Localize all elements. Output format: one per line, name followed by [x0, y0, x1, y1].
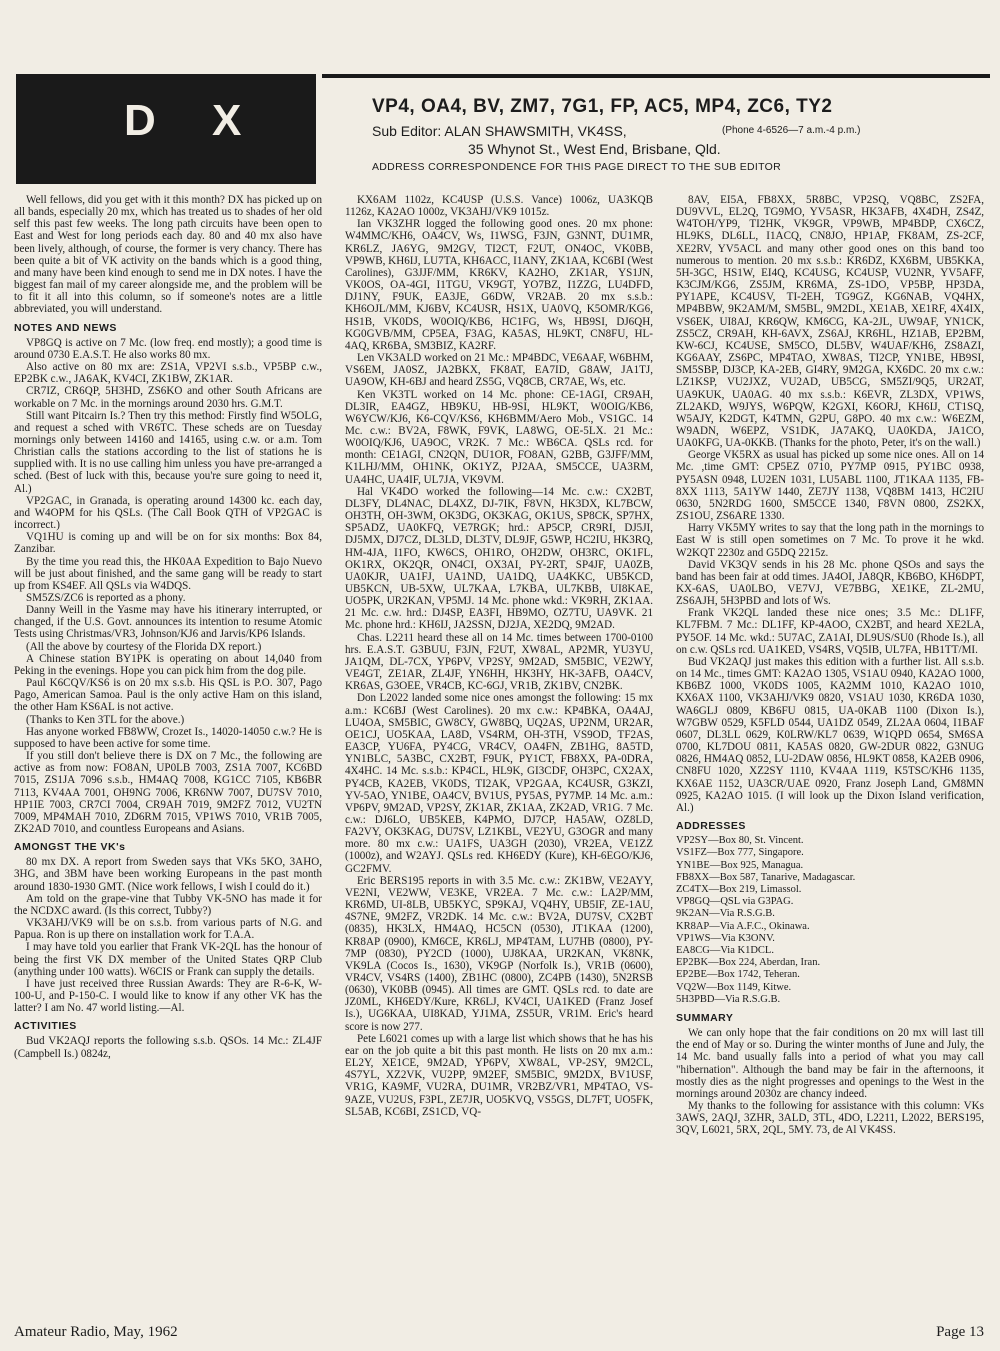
address-entry: VQ2W—Box 1149, Kitwe.: [676, 981, 792, 993]
address-entry: VP1WS—Via K3ONV.: [676, 932, 775, 944]
paragraph: KX6AM 1102z, KC4USP (U.S.S. Vance) 1006z, UA3KQB 1126z, KA2AO 1000z, VK3AHJ/VK9 1015z.: [345, 194, 653, 219]
column-3: [676, 194, 984, 1284]
paragraph: VQ1HU is coming up and will be on for six months: Box 84, Zanzibar.: [14, 531, 322, 556]
address-entry: EP2BE—Box 1742, Teheran.: [676, 969, 800, 981]
column-1: [14, 194, 322, 1284]
paragraph: Well fellows, did you get with it this month? DX has picked up on all bands, especially 20 mx, which has treated us to shades of her old self this past few weeks. The long path circuits have been open to East and West for long periods each day. 80 and 40 mx also have been lively, although, of course, the former is very chancy. There has been quite a bit of VK activity on the bands which is a good thing, and many have been kind enough to send me in DX notes. I have the biggest fan mail of my career alongside me, and the problem will be to fit it all into this column, so if someone's notes are a little abbreviated, you will understand.: [14, 194, 322, 316]
paragraph: (Thanks to Ken 3TL for the above.): [26, 713, 185, 726]
header-callsigns: VP4, OA4, BV, ZM7, 7G1, FP, AC5, MP4, ZC6, TY2: [372, 96, 833, 117]
correspondence-note: ADDRESS CORRESPONDENCE FOR THIS PAGE DIRECT TO THE SUB EDITOR: [372, 161, 782, 173]
section-heading: NOTES AND NEWS: [14, 321, 117, 334]
paragraph: We can only hope that the fair conditions on 20 mx will last till the end of May or so. During the winter months of June and July, the 14 Mc. band usually falls into a period of what you may call "hibernation". Although the band may be fair in the afternoons, it mostly dies as the night progresses and openings to the West in the mornings around 2030z are chancy indeed.: [676, 1027, 984, 1100]
paragraph: Don L2022 landed some nice ones amongst the following: 15 mx a.m.: KC6BJ (West Carolines). 20 mx c.w.: KP4BKA, OA4AJ, LU4OA, SM5BIC, GW8CY, GW8BQ, UQ2AS, UP2NM, UR2AR, OE1CJ, UO5KAA, LA8D, VS4RM, OH-3TH, VS9OD, TF2AS, EA3CP, YU6FA, PY4CG, VR4CV, OA4FN, ZB1HG, 8A5TD, YN1BLC, 5A3BC, CX2BT, F9UK, PY1CT, FB8XX, PA-0DRA, 4X4HC. 14 Mc. s.s.b.: KP4CL, HL9K, GI3CDF, OH3PC, CX2AX, PY4CB, KA2EB, VK0DS, TI2AK, VP2GAA, KC4USR, G3KZI, YV-5AO, YN1BE, OA4CV, BV1US, PY5AS, PY7MP. 14 Mc. a.m.: VP6PV, 9M2AD, VP2SY, ZK1AR, ZK1AA, ZK2AD, VR1G. 7 Mc. c.w.: DJ6LO, UB5KEB, K4PMO, DJ7CP, HA5AW, OZ8LD, FA2VY, OK3KAG, DU7SV, LZ1KBL, VE2YU, G3OGR and many more. 80 mx c.w.: UA1FS, UA3GH (2030), VR2EA, VE1ZZ (1000z), and W2AYJ. QSLs red. KH6EDY (Kure), KH-6EGO/KJ6, GC2FMV.: [345, 692, 653, 875]
section-heading: SUMMARY: [676, 1011, 734, 1024]
editor-address: 35 Whynot St., West End, Brisbane, Qld.: [468, 141, 721, 157]
address-entry: VP2SY—Box 80, St. Vincent.: [676, 835, 804, 847]
column-2: [345, 194, 653, 1284]
section-heading: AMONGST THE VK's: [14, 841, 126, 854]
paragraph: George VK5RX as usual has picked up some nice ones. All on 14 Mc. ,time GMT: CP5EZ 0710, PY7MP 0915, PY1BC 0938, PY5ASN 0948, LU2EN 1031, LU5ABL 1100, JT1KAA 1135, FB-8XX 1113, 5A1YW 1440, ZE7JY 1138, VQ8BM 1413, HC2IU 0630, 5N2RDG 1600, SM5CCE 1340, F8VN 0800, ZS2KX, ZS1OU, ZS6ARE 1330.: [676, 449, 984, 523]
address-entry: ZC4TX—Box 219, Limassol.: [676, 883, 802, 895]
address-list: [676, 835, 984, 1006]
paragraph: My thanks to the following for assistance with this column: VKs 3AWS, 2AQJ, 3ZHR, 3ALD, 3TL, 4DO, L2211, L2022, BERS195, 3QV, L6021, 5RX, 2QL, 5MY. 73, de Al VK4SS.: [676, 1100, 984, 1137]
paragraph: 8AV, EI5A, FB8XX, 5R8BC, VP2SQ, VQ8BC, ZS2FA, DU9VVL, EL2Q, TG9MO, YV5ASR, HK3AFB, 4X4DH, ZS4Z, W4TOH/YP9, TI2HK, VK9GR, VP9WB, MP4BDP, CX6CZ, HL9KS, DL6LL, I1ACQ, CN8JO, HP1AP, FK8AM, ZS-2CF, XE2RV, YV5ACL and many other good ones on this band too numerous to mention. 20 mx s.s.b.: KR6DZ, KX6BM, UB5KKA, 5H-3GC, HS1W, EI4Q, KC4USG, KC4USP, VU2NR, YV5AFF, K3CJM/KG6, ZS5JM, KR6MA, ZS-1DO, VP5BP, HP3DA, PY1APE, KC4USV, TI-2EH, TG9GZ, KG6NAB, VQ4HX, MP4BBW, 9K2AM/M, SM5BL, 9M2DL, XE1AB, XE1RF, 4X4IX, VS6EK, UI8AJ, KR6QW, KM6CG, KA-2JL, UW9AF, YN1CK, ZS5CZ, CR9AH, KH-6AVX, ZS6AJ, KR6HL, HZ1AB, EP2BM, KW-6CJ, KC4USE, SM5CO, DL5BV, W4UAF/KH6, ZS8AZI, KG6AAY, ZS6PC, MP4TAO, XW8AS, TI2CP, YN1BE, HB9SI, SM5SBP, DJ3CP, KA-2EB, GI4RY, 9M2GA, KX6DC. 20 mx c.w.: LZ1KSP, VU2JXZ, VU2AD, UB5CG, SM5ZI/9Q5, UR2AT, UA9KUK, UA0AG. 40 mx s.s.b.: K6EVR, ZL3DX, VP1WS, ZL2AKD, W9JYS, W6PQW, K2GXI, K6ORJ, KH6IJ, CT1SQ, W5AJY, K2DGT, K4TMN, G2PU, G8PO. 40 mx c.w.: W6EZM, W9ADN, W6EPZ, VS1DK, JA7AKQ, UA0KDA, JA1CO, UA0KFG, UA-0KKB. (Thanks for the photo, Peter, it's on the wall.): [676, 194, 984, 450]
paragraph: If you still don't believe there is DX on 7 Mc., the following are active as from now: FO8AN, UP0LB 7003, ZS1A 7007, KC6BD 7015, ZS1JA 7096 s.s.b., HM4AQ 7008, KG1CC 7105, KB6BR 7113, KV4AA 7001, OH9NG 7006, KR6NW 7007, DU7SV 7010, HP1IE 7003, CR7CI 7004, CR9AH 7019, 9M2FZ 7012, VU2TN 7009, MP4MAH 7010, ZD6RM 7015, VP1WS 7010, VR1B 7005, ZK2AD 7010, and countless Europeans and Asians.: [14, 750, 322, 835]
paragraph: Bud VK2AQJ just makes this edition with a further list. All s.s.b. on 14 Mc., times GMT: KA2AO 1305, VS1AU 0940, KA2AO 1000, KB6BZ 1000, VK0DS 1005, KA2MM 1010, KA2AO 1010, KX6AX 1100, VK3AHJ/VK9 0820, VS1AU 1030, KR6DA 1030, WA6GLJ 0809, KB6FU 0815, UA-0KAB 1100 (Dixon Is.), W7GBW 0529, K5FLD 0544, UA1DZ 0549, ZL2AA 0604, I1BAF 0607, DL3LL 0629, K0LRW/KL7 0639, W1QPD 0654, SM6SA 0700, KL7DOU 0811, KA5AS 0820, GW-2DUR 0822, G3NUG 0826, HM4AQ 0852, LU-2DAW 0856, HL9KT 0858, KA2EB 0906, CN8FU 1020, XZ2SY 1110, KV4AA 1119, K5TSC/KH6 1135, KX6AE 1152, UA3CR/UAE 0920, Franz Joseph Land, GM8MN 0925, KA2AO 1015. (I will look up the Dixon Island verification, Al.): [676, 655, 984, 814]
paragraph: CR7IZ, CR6QP, 5H3HD, ZS6KO and other South Africans are workable on 7 Mc. in the mornings around 2030 hrs. G.M.T.: [14, 385, 322, 410]
address-entry: EP2BK—Box 224, Aberdan, Iran.: [676, 957, 821, 969]
paragraph: Danny Weill in the Yasme may have his itinerary interrupted, or changed, if the U.S. Govt. announces its intention to resume Atomic Tests using Christmas/VR3, Johnson/KJ6 and Jarvis/KP6 Islands.: [14, 604, 322, 641]
address-entry: KR8AP—Via A.F.C., Okinawa.: [676, 920, 810, 932]
paragraph: David VK3QV sends in his 28 Mc. phone QSOs and says the band has been fair at odd times. JA4OI, JA8QR, KB6BO, KH6DPT, KX-6AS, UA0LBO, VE7VJ, VE7BBG, XE1KE, ZL-2MU, ZS6AJH, 5H3PBD and lots of Ws.: [676, 558, 984, 608]
paragraph: Eric BERS195 reports in with 3.5 Mc. c.w.: ZK1BW, VE2AYY, VE2NI, VE2WW, VE3KE, VR2EA. 7 Mc. c.w.: LA2P/MM, KR6MD, UI-8LB, UB5KYC, SP9KAJ, VQ4HY, UB5IF, ZE-1AU, 4S7NE, 9M2FZ, VR2DK. 14 Mc. c.w.: BV2A, DU7SV, CX2BT (0835), HK3LX, HM4AQ, HC5CN (0530), JT1KAA (1200), KR8AP (0900), KM6CE, KR6LJ, MP4TAM, LU7HB (0800), PY-7MP (0830), PY2CD (1000), UJ8KAA, UR2KAN, VK8NK, VK9LA (Cocos Is., 1630), VK9GP (Norfolk Is.), VR1B (0600), VR4CV, VS4RS (1400), ZB1HC (0800), ZC4PB (1430), 5N2RSB (0630), VK0BB (0945). All times are GMT. QSLs rcd. to date are JZ0ML, KH6EDY/Kure, KR6LJ, KV4CI, UA1KED (Franz Josef Is.), UG6KAA, UI8KAD, YJ1MA, ZS5UR, VR1M. Eric's heard score is now 277.: [345, 874, 653, 1033]
paragraph: Harry VK5MY writes to say that the long path in the mornings to East W is still open sometimes on 7 Mc. To prove it he wkd. W2KQT 2230z and G5DQ 2215z.: [676, 522, 984, 559]
footer-page-number: Page 13: [936, 1324, 984, 1340]
section-heading: ADDRESSES: [676, 819, 746, 832]
address-entry: VP8GQ—QSL via G3PAG.: [676, 896, 794, 908]
address-entry: 9K2AN—Via R.S.G.B.: [676, 908, 775, 920]
editor-phone: (Phone 4-6526—7 a.m.-4 p.m.): [722, 125, 861, 136]
paragraph: (All the above by courtesy of the Florida DX report.): [26, 640, 262, 653]
sub-editor: Sub Editor: ALAN SHAWSMITH, VK4SS,: [372, 123, 627, 139]
paragraph: SM5ZS/ZC6 is reported as a phony.: [26, 592, 186, 604]
address-entry: YN1BE—Box 925, Managua.: [676, 859, 804, 871]
section-heading: ACTIVITIES: [14, 1020, 77, 1033]
paragraph: Ken VK3TL worked on 14 Mc. phone: CE-1AGI, CR9AH, DL3IR, EA4GZ, HB9KU, HB-9SI, HL9KT, W0OIG/KB6, W6YCW/KJ6, K6-CQV/KS6, KH6BMM/Aero Mob., VS1GC. 14 Mc. c.w.: BV2A, F8WK, F9VK, LA8WG, OE-5LX. 21 Mc.: W0OIQ/KJ6, UA9OC, VR2K. 7 Mc.: WB6CA. QSLs rcd. for month: CE1AGI, CN2QN, DU1OR, FO8AN, G2BB, G3JFF/MM, K1LHJ/MM, OH1NK, OK1YZ, PJ2AA, SM5CCE, UA3RM, UA4HC, UA4IF, UL7JA, VK9VM.: [345, 388, 653, 486]
page-header: [16, 74, 990, 184]
paragraph: I may have told you earlier that Frank VK-2QL has the honour of being the first VK DX member of the United States QRP Club (anything under 100 watts). W6CIS or Frank can supply the details.: [14, 941, 322, 978]
paragraph: Hal VK4DO worked the following—14 Mc. c.w.: CX2BT, DL3FY, DL4NAC, DL4XZ, DJ-7IK, F8VN, HK3DX, KL7BCW, OH3TH, OH-3WM, OK3DG, OK3KAG, OK1US, SP8CK, SP7HX, SP5ADZ, UA0KFQ, VE7RGK; hrd.: AP5CP, CR9RI, DJ5JI, DJ5MX, DJ7CZ, DL3LD, DL3TV, DL9JF, G5WP, HC2IU, HK3RQ, HM-4JA, I1FO, KW6CS, OH1RO, OH2DW, OH3RC, OK1FL, OK1RX, OK2QR, ON4CI, OX3AI, PY-2RT, SP4JF, UA0ZB, UA0KJR, UA1FJ, UA1ND, UA1DQ, UA4KKC, UB5KCD, UB5KCN, UB-5XW, UL7KAA, L7KBA, UL7KBB, UI8KAE, UO5PK, UR2KAN, VP5MJ. 14 Mc. phone wkd.: VK9RH, ZK1AA. 21 Mc. c.w. hrd.: DJ4SP, EA3FI, HB9MO, OZ7TU, UA9VK. 21 Mc. phone hrd.: KH6IJ, JA2SSN, DJ2JA, XE2DQ, 9M2AD.: [345, 485, 653, 632]
paragraph: VP2GAC, in Granada, is operating around 14300 kc. each day, and W4OPM for his QSLs. (The Call Book QTH of VP2GAC is incorrect.): [14, 494, 322, 532]
paragraph: Also active on 80 mx are: ZS1A, VP2VI s.s.b., VP5BP c.w., EP2BK c.w., JA6AK, KV4CI, ZK1BW, ZK1AR.: [14, 361, 322, 386]
paragraph: Len VK3ALD worked on 21 Mc.: MP4BDC, VE6AAF, W6BHM, VS6EM, JA0SZ, JA2BKX, FK8AT, EA7ID, G8AW, JA1TJ, UA9OW, KH-6BJ and heard ZS5G, VQ8CB, CR7AE, Ws, etc.: [345, 352, 653, 389]
paragraph: Frank VK2QL landed these nice ones; 3.5 Mc.: DL1FF, KL7FBM. 7 Mc.: DL1FF, KP-4AOO, CX2BT, and heard XE2LA, PY5OF. 14 Mc. wkd.: 5U7AC, ZA1AI, DL9US/SU0 (Rhode Is.), all on c.w. QSLs rcd. UA1KED, VS4RS, VQ5IB, UL7FA, HB1TT/MI.: [676, 607, 984, 656]
header-info: [322, 74, 990, 188]
paragraph: VK3AHJ/VK9 will be on s.s.b. from various parts of N.G. and Papua. Ron is up there on installation work for T.A.A.: [14, 917, 322, 942]
address-entry: VS1FZ—Box 777, Singapore.: [676, 847, 804, 859]
address-entry: EA8CG—Via K1DCL.: [676, 944, 774, 956]
address-entry: FB8XX—Box 587, Tanarive, Madagascar.: [676, 871, 856, 883]
paragraph: By the time you read this, the HK0AA Expedition to Bajo Nuevo will be just about finished, and the same gang will be ready to start up from KS4EF. All QSLs via W4DQS.: [14, 555, 322, 592]
paragraph: Am told on the grape-vine that Tubby VK-5NO has made it for the NCDXC award. (Is this correct, Tubby?): [14, 892, 322, 917]
paragraph: Ian VK3ZHR logged the following good ones. 20 mx phone: W4MMC/KH6, OA4CV, Ws, I1WSG, F3JN, G3NNT, DU1MR, KR6LZ, JA6YG, 9M2GV, TI2CT, F2UT, ON4OC, VK0BB, VP9WB, KH6IJ, LU7TA, KH6ACC, I1ANY, ZK1AA, KC6BI (West Carolines), G3JJF/MM, KR6KV, KA2HO, ZK1AR, YS1JN, VK0OS, OA-4GI, I1TGU, VK9GT, YO7BZ, I1ZZG, LU4DFD, DJ1NY, F9UK, EA3JE, G6DW, VR2AB. 20 mx s.s.b.: KH6OJL/MM, KJ6BV, KC4USR, HS1X, UA0VQ, K5OMR/KG6, HS1B, VK0DS, W0OIQ/KB6, HC1FG, Ws, HB9SI, DJ6QH, KG0GVB/MM, CP5EA, F3AG, KA5AS, HL9KT, CN8FU, HL-4AQ, KR6BA, SM3BIZ, KA2RF.: [345, 218, 653, 352]
paragraph: 80 mx DX. A report from Sweden says that VKs 5KO, 3AHO, 3HG, and 3BM have been working Europeans in the past month around 1830-1930 GMT. (Nice work fellows, I wish I could do it.): [14, 856, 322, 893]
paragraph: Chas. L2211 heard these all on 14 Mc. times between 1700-0100 hrs. E.A.S.T. G3BUU, F3JN, F2UT, XW8AL, AP2MR, YU3YU, JA1QM, DL-7CX, YP6PV, VP2SY, 9M2AD, SM5BIC, VE2WY, VE4GT, ZE1AR, ZL4JF, YN6HH, HK3HY, HK-3AFB, OA4CV, KR6AS, G3OEE, VR4CB, KC-6GJ, VR1B, ZK1BV, CN2BK.: [345, 631, 653, 693]
footer-publication: Amateur Radio, May, 1962: [14, 1324, 178, 1340]
dx-banner: [16, 74, 316, 184]
paragraph: VP8GQ is active on 7 Mc. (low freq. end mostly); a good time is around 0730 E.A.S.T. He also works 80 mx.: [14, 336, 322, 361]
paragraph: Has anyone worked FB8WW, Crozet Is., 14020-14050 c.w.? He is supposed to have been active for some time.: [14, 725, 322, 750]
paragraph: Paul K6CQV/KS6 is on 20 mx s.s.b. His QSL is P.O. 307, Pago Pago, American Samoa. Paul is the only active Ham on this island, the other Ham KS6AL is not active.: [14, 677, 322, 714]
paragraph: I have just received three Russian Awards: They are R-6-K, W-100-U, and P-150-C. I would like to know if any other VK has the latter? I am No. 47 world listing.—Al.: [14, 977, 322, 1015]
section-title: D X: [124, 96, 264, 145]
address-entry: 5H3PBD—Via R.S.G.B.: [676, 993, 781, 1005]
paragraph: A Chinese station BY1PK is operating on about 14,040 from Peking in the evenings. Hope you can pick him from the dog pile.: [14, 652, 322, 677]
paragraph: Still want Pitcairn Is.? Then try this method: Firstly find W5OLG, and request a sched with VR6TC. These scheds are on Tuesday mornings only between 14160 and 14165, using c.w. or a.m. Tom Christian calls the stations according to the list of stations he is supplied with. It is no use calling him unless you have pre-arranged a sched. (Best of luck with this, because you're sure going to need it, Al.): [14, 409, 322, 495]
paragraph: Bud VK2AQJ reports the following s.s.b. QSOs. 14 Mc.: ZL4JF (Campbell Is.) 0824z,: [14, 1035, 322, 1060]
paragraph: Pete L6021 comes up with a large list which shows that he has his ear on the job quite a bit this past month. He lists on 20 mx a.m.: EL2Y, XE1CE, 9M2AD, YP6PV, XW8AL, VP-2SY, 9M2CL, 4S7YL, XZ2VK, VU2PP, 9M2EF, SM5BIC, 9M2DX, BV1USF, VR1G, KA9MF, VU2RA, DU1MR, VR2BZ/VR1, MP4TAO, VS-9AZE, VU2US, F3PL, ZE7JR, UO5KVQ, VS5GS, DL7FT, UO5FK, SL5AB, KC6BI, ZS1CD, VQ-: [345, 1032, 653, 1118]
